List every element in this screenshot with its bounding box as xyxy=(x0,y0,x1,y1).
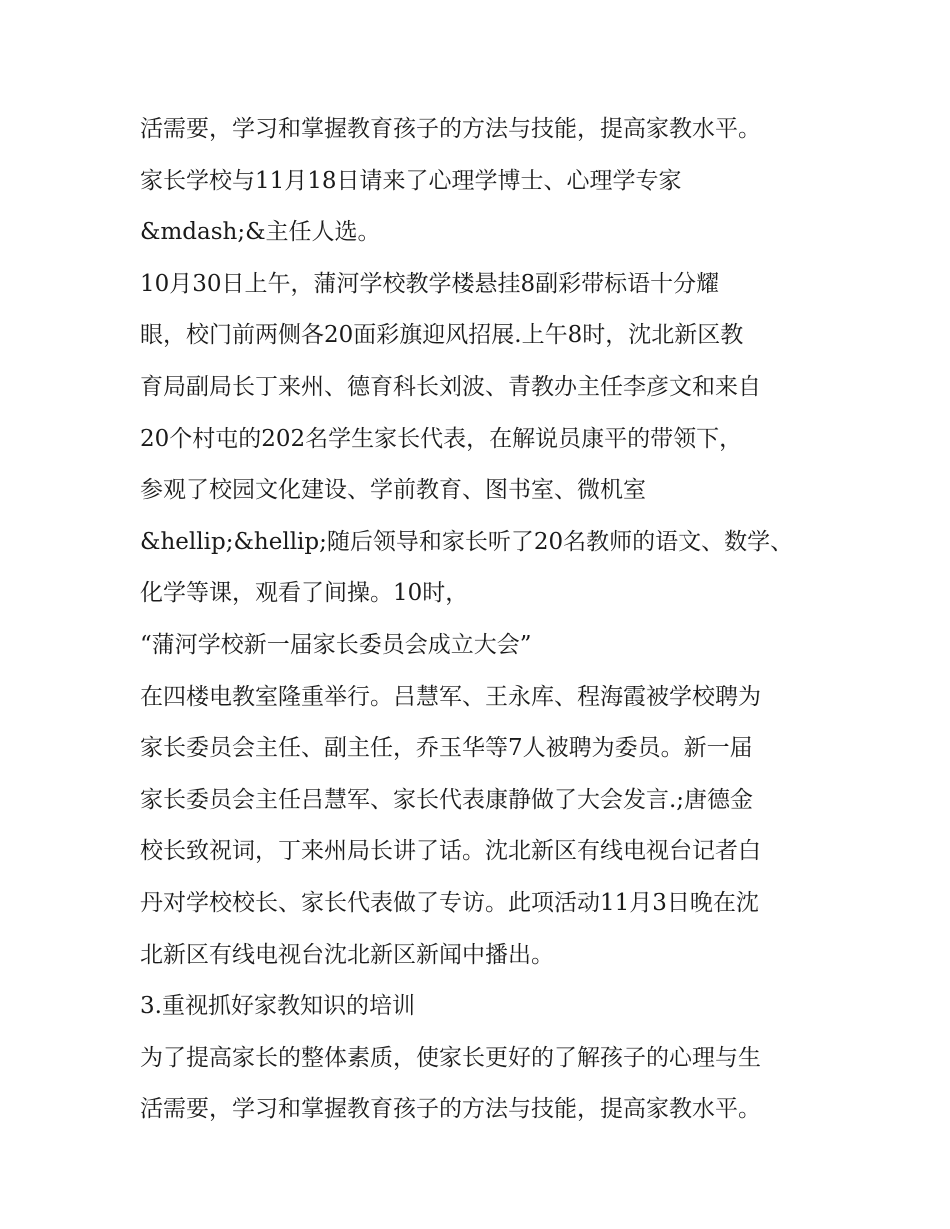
text-line: 活需要，学习和掌握教育孩子的方法与技能，提高家教水平。 xyxy=(140,116,761,142)
text-line: 参观了校园文化建设、学前教育、图书室、微机室 xyxy=(140,477,646,504)
text-line: 家长委员会主任吕慧军、家长代表康静做了大会发言.;唐德金 xyxy=(140,786,754,813)
text-line: 家长学校与11月18日请来了心理学博士、心理学专家 xyxy=(140,167,682,194)
text-line: 化学等课，观看了间操。10时， xyxy=(140,580,469,607)
text-line: &hellip;&hellip;随后领导和家长听了20名教师的语文、数学、 xyxy=(140,528,794,555)
text-line: &mdash;&主任人选。 xyxy=(140,219,381,246)
text-line: 校长致祝词，丁来州局长讲了话。沈北新区有线电视台记者白 xyxy=(140,838,761,865)
text-line: 为了提高家长的整体素质，使家长更好的了解孩子的心理与生 xyxy=(140,1044,761,1071)
text-line: 活需要，学习和掌握教育孩子的方法与技能，提高家教水平。 xyxy=(140,1096,761,1123)
text-line: 20个村屯的202名学生家长代表，在解说员康平的带领下， xyxy=(140,425,743,452)
quoted-title-line: “蒲河学校新一届家长委员会成立大会” xyxy=(140,631,532,658)
section-heading: 3.重视抓好家教知识的培训 xyxy=(140,993,415,1020)
text-line: 丹对学校校长、家长代表做了专访。此项活动11月3日晚在沈 xyxy=(140,889,759,916)
text-line: 在四楼电教室隆重举行。吕慧军、王永库、程海霞被学校聘为 xyxy=(140,683,761,710)
text-line: 眼，校门前两侧各20面彩旗迎风招展.上午8时，沈北新区教 xyxy=(140,322,744,349)
text-line: 北新区有线电视台沈北新区新闻中播出。 xyxy=(140,941,554,968)
text-line: 10月30日上午，蒲河学校教学楼悬挂8副彩带标语十分耀 xyxy=(140,270,720,297)
text-line: 育局副局长丁来州、德育科长刘波、青教办主任李彦文和来自 xyxy=(140,373,761,400)
document-body xyxy=(140,104,830,1136)
text-line: 家长委员会主任、副主任，乔玉华等7人被聘为委员。新一届 xyxy=(140,735,753,762)
